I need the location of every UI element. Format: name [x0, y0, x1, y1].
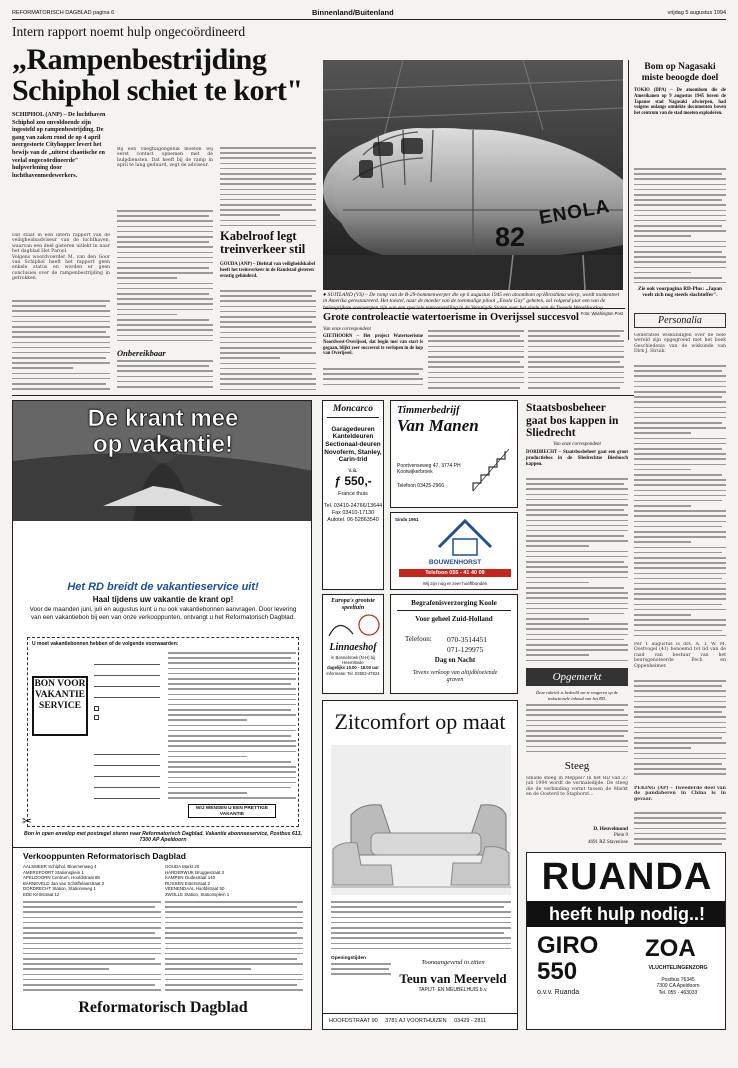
zitcomfort-advertisement — [322, 700, 518, 1030]
nagasaki-body — [634, 168, 726, 283]
timmerbedrijf-title: Timmerbedrijf — [397, 405, 460, 416]
fold-rule — [12, 395, 634, 396]
outlets-list-right — [165, 864, 303, 897]
moncarco-line-3: Sectionaal-deuren — [325, 440, 381, 448]
watertoerisme-body-1 — [323, 368, 423, 390]
sliedrecht-byline: Van onze correspondent — [553, 442, 601, 447]
outlet-item: BARNEVELD Jan van Schaffelaarstraat 2 — [23, 880, 105, 886]
plane-name-text: ENOLA — [537, 195, 612, 230]
moncarco-line-1: Garagedeuren — [331, 425, 375, 433]
lead-body-filler-1 — [12, 300, 110, 390]
bouwenhorst-advertisement — [390, 512, 518, 590]
lead-headline — [12, 44, 332, 106]
nagasaki-intro: TOKIO (DPA) – De atoombom die de Amerikanen op 9 augustus 1945 boven de Japanse stad Nagasaki afwierpen, had volgens onlangs ontdekte documenten boven het centrum van de stad moeten exploderen. — [634, 88, 726, 117]
moncarco-fax: Fax 03410-17130 — [331, 509, 375, 516]
zitcomfort-headline: Zitcomfort op maat — [334, 709, 506, 734]
peking-item: PEKING (AP) – Tweederde deel van de pandaberen in China is in gevaar. — [634, 786, 726, 802]
timmerbedrijf-phone: Telefoon 03425-2966 — [397, 483, 444, 489]
lead-body-filler-2 — [117, 210, 213, 345]
outlets-list-left-more — [23, 901, 161, 991]
personalia-body-2 — [634, 680, 726, 780]
outlet-item: DORDRECHT Station, Stationsweg 1 — [23, 886, 96, 891]
steeg-postcode: 4691 RZ Stavenisse — [588, 840, 628, 845]
form-field-name[interactable] — [94, 659, 160, 665]
photo-caption-text: SUITLAND (VS) – De romp van de B-29-bommenwerper die op 6 augustus 1945 een atoombom op Hiroshima wierp, wordt momenteel in Amerika gerestaureerd. Het toestel, naar de moeder van de toenmalige piloot „Enola Gay" geheten, zal volgend jaar een van de — [323, 292, 620, 305]
speeltuin-logo-icon — [323, 612, 383, 638]
form-field-place[interactable] — [94, 692, 160, 698]
coupon-conditions — [168, 652, 296, 822]
zitcomfort-address-bar — [323, 1013, 518, 1030]
lead-body-filler-4 — [220, 147, 316, 227]
speeltuin-advertisement — [322, 594, 384, 694]
plane-number-text: 82 — [495, 222, 526, 252]
form-field-vacation-country[interactable] — [94, 782, 160, 788]
form-field-address[interactable] — [94, 670, 160, 676]
peking-body — [634, 812, 726, 848]
outlet-item: HARDERWIJK Bruggestraat 3 — [165, 869, 224, 875]
masthead-date: vrijdag 5 augustus 1994 — [667, 10, 726, 16]
koole-phone-label: Telefoon: — [405, 635, 432, 643]
outlets-list-left — [23, 864, 161, 897]
steeg-signature: D. Heuvelmond — [593, 826, 628, 832]
zoa-postcode: 7300 CA Apeldoorn — [656, 983, 700, 990]
lead-intro: SCHIPHOL (ANP) – De luchthaven Schiphol zou onvoldoende zijn ingesteld op rampenbestrijding. De gang van zaken rond de op 4 april neergestorte Cityhopper levert het bewijs van de „uiterst chaotische en veelal ongecoördineerde" hulpverlening door luchthavenmedewerkers. — [12, 112, 106, 179]
coupon-form-fields — [94, 654, 162, 824]
form-field-vacation-street[interactable] — [94, 760, 160, 766]
vakantie-headline-2: op vakantie! — [92, 431, 234, 458]
opgemerkt-header — [526, 668, 628, 686]
zitcomfort-opening-hours — [331, 963, 391, 981]
koole-advertisement — [390, 594, 518, 694]
section-rule — [323, 308, 625, 309]
stairs-icon — [469, 443, 513, 495]
ruanda-giro: GIRO — [537, 932, 599, 959]
scissors-icon: ✂ — [22, 814, 33, 828]
moncarco-tel: Tel. 03410-24766/13644 — [323, 502, 383, 509]
bon-box — [32, 676, 88, 736]
sliedrecht-headline: Staatsbosbeheer gaat bos kappen in Sliedrecht — [526, 402, 619, 439]
koole-slogan: Tevens verkoop van altijdbloeiende graven — [412, 670, 498, 683]
section-title: Binnenland/Buitenland — [312, 8, 394, 17]
zoa-address — [635, 977, 721, 996]
outlet-item: AMERSFOORT Stationsplein 1 — [23, 869, 84, 875]
vakantie-address-line: Bon in open envelop met postzegel sturen naar Reformatorisch Dagblad, Vakantie abonneeservice, Postbus 613, 7300 AP Apeldoorn — [24, 831, 302, 844]
watertoerisme-body-2 — [428, 330, 524, 390]
outlets-list-right-more — [165, 901, 303, 991]
lead-headline-line1: „Rampenbestrijding — [12, 43, 267, 76]
speeltuin-info: Informatie: Tel. 02503-47624 — [326, 670, 380, 676]
zitcomfort-city: 3781 AJ VOORTHUIZEN — [385, 1018, 447, 1024]
zoa-postbus: Postbus 76345 — [661, 977, 695, 983]
vakantie-masthead: Reformatorisch Dagblad — [78, 999, 248, 1016]
zoa-tel: Tel. 055 - 463033 — [658, 989, 698, 996]
lead-body-2: Bij een vliegtuigongeluk moeten wij eerst contact opnemen met de hulpdiensten. Dat heeft bij de ramp in april te lang geduurd, zegt de adviseur. — [117, 147, 213, 169]
steeg-headline: Steeg — [564, 760, 590, 772]
bouwenhorst-name: BOUWENHORST — [428, 559, 482, 566]
timmerbedrijf-name: Van Manen — [397, 416, 479, 435]
opgemerkt-title: Opgemerkt — [552, 671, 602, 683]
outlet-item: RIJSSEN Enterstraat 2 — [165, 880, 210, 886]
steeg-signature-place: Plein 9 — [613, 833, 628, 838]
bouwenhorst-since: Sinds 1951 — [395, 517, 419, 522]
kabelroof-intro: GOUDA (ANP) – Diefstal van veiligheidskabel heeft het treinverkeer in de Randstad gisteren ernstig gehinderd. — [220, 262, 316, 279]
timmerbedrijf-address: Poortvenseweg 47, 3774 PH Kootwijkerbroek — [397, 463, 461, 476]
sliedrecht-intro: DORDRECHT – Staatsbosbeheer gaat een groot productiebos in de Sliedrechtse Biesbosch kappen. — [526, 450, 628, 467]
watertoerisme-body-3 — [528, 330, 624, 390]
form-field-date[interactable] — [94, 793, 160, 799]
nagasaki-crossref: Zie ook voorpagina RD-Plus: „Japan voelt zich nog steeds slachtoffer". — [638, 286, 722, 299]
speeltuin-hours: dagelijks 10.00 - 18.00 uur — [327, 665, 379, 671]
vakantie-coupon[interactable] — [22, 637, 299, 828]
form-checkbox-2[interactable] — [94, 715, 99, 720]
bullet-icon: ● — [323, 292, 328, 298]
zoa-logo: ZOA — [645, 935, 696, 962]
photo-credit: Foto: Washington Post — [580, 310, 623, 316]
conditions-text — [168, 652, 296, 802]
personalia-header — [634, 313, 726, 328]
zitcomfort-phone: 03429 - 2811 — [454, 1018, 487, 1024]
outlet-item: AALSMEER Schiphol, Bloemenweg 4 — [23, 864, 97, 869]
moncarco-line-4: Novoferm, Stanley, Carin-trid — [324, 448, 382, 464]
form-field-vacation-place[interactable] — [94, 771, 160, 777]
lead-body-filler-3 — [117, 360, 213, 390]
watertoerisme-intro: GIETHOORN – Het project Watertoerisme Noordwest-Overijssel, dat begin mei van start is gegaan, blijkt zeer succesvol te verlopen in de kop van Overijssel. — [323, 334, 423, 357]
moncarco-advertisement — [322, 400, 384, 590]
lead-body-paragraph-2: Volgens woordvoerder M. van den Goor van Schiphol heeft het rapport geen enkele status en worden er geen conclusies over de rampenbestrijding in getrokken. — [12, 254, 110, 282]
watertoerisme-headline: Grote controleactie watertoerisme in Overijssel succesvol — [323, 312, 579, 323]
vakantie-rule — [13, 847, 312, 848]
moncarco-vanaf: v.a. — [348, 467, 358, 474]
moncarco-line-2: Kanteldeuren — [332, 433, 374, 441]
opgemerkt-body-2 — [526, 704, 628, 754]
koole-availability: Dag en Nacht — [434, 656, 476, 664]
personalia-appointment: Per 1 augustus is drs. A. T. W. M. Oostvogel (41) benoemd tot lid van de raad van bestuur van het beursgenoteerde Pech en Oppenheimer. — [634, 642, 726, 669]
b29-photo-image — [323, 60, 623, 290]
opgemerkt-body: Deze rubriek is bedoeld om te reageren op de redactionele inhoud van het RD. — [536, 690, 618, 701]
watertoerisme-byline: Van onze correspondent — [323, 327, 371, 332]
outlet-item: GOUDA Markt 20 — [165, 864, 200, 869]
zitcomfort-tagline: Toonaangevend in zitten — [421, 959, 485, 966]
koole-phone-1: 070-3514451 — [447, 635, 487, 644]
form-checkbox-1[interactable] — [94, 706, 99, 711]
zitcomfort-brand-sub: TAPIJT- EN MEUBELHUIS b.v. — [418, 987, 488, 993]
lead-headline-line2: Schiphol schiet te kort" — [12, 74, 303, 107]
vakantie-subtagline: Haal tijdens uw vakantie de krant op! — [92, 595, 234, 604]
koole-region: Voor geheel Zuid-Holland — [415, 614, 493, 623]
ruanda-org: o.v.v. Ruanda — [537, 989, 580, 996]
personalia-body — [634, 365, 726, 640]
coupon-title: U moet vakantiebonnen hebben of de volgende voorwaarden: — [32, 641, 179, 647]
personalia-intro: Generaties wiskundigen over de hele wereld zijn opgegroeid met het boek Geschiedenis van de wiskunde van Dirk J. Struik. — [634, 333, 726, 355]
ruanda-subtitle: heeft hulp nodig..! — [527, 901, 726, 927]
outlets-title: Verkooppunten Reformatorisch Dagblad — [23, 851, 186, 861]
b29-photo — [323, 60, 623, 290]
vakantie-body: Voor de maanden juni, juli en augustus kunt u nu ook vakantiebonnen aanvragen. Door levering van een vakantiebon bij een van onze verkooppunten, ontvangt u het Reformatorisch Dagblad. — [29, 606, 297, 621]
outlet-item: ZWOLLE Station, Stationsplein 1 — [165, 891, 230, 897]
masthead — [12, 8, 726, 18]
speeltuin-brand: Linnaeshof — [329, 642, 377, 653]
vakantie-headline-1: De krant mee — [87, 405, 239, 432]
lead-kicker: Intern rapport noemt hulp ongecoördineerd — [12, 24, 246, 39]
steeg-body: Smalle steeg in Meppel? In het RD van 27 juli 1994 wordt de vermaledijde. De steeg die de verbinding vormt tussen de Markt en de Oosterd te Staphorst... — [526, 776, 628, 798]
personalia-label: Personalia — [658, 315, 702, 326]
sofa-photo — [331, 745, 511, 895]
moncarco-price: ƒ 550,- — [334, 473, 372, 488]
zitcomfort-opening: Openingstijden — [331, 956, 366, 961]
moncarco-autotel: Autotel. 06-52863540 — [327, 516, 379, 523]
nagasaki-headline: Bom op Nagasaki miste beoogde doel — [641, 62, 719, 83]
masthead-left: REFORMATORISCH DAGBLAD pagina 6 — [12, 10, 115, 16]
bouwenhorst-slogan: Wij zijn nog er zeer hoeftbonden — [422, 581, 488, 586]
zitcomfort-brand: Teun van Meerveld — [399, 971, 507, 986]
moncarco-brand: Moncarco — [332, 404, 374, 414]
timmerbedrijf-advertisement — [390, 400, 518, 508]
outlet-item: APELDOORN Centrum, Hoofdstraat 88 — [23, 875, 100, 880]
form-field-postcode[interactable] — [94, 681, 160, 687]
koole-title: Begrafenisverzorging Koole — [411, 599, 497, 607]
zitcomfort-address: HOOFDSTRAAT 90 — [329, 1018, 378, 1024]
kabelroof-headline: Kabelroof legt treinverkeer stil — [220, 229, 306, 256]
masthead-rule — [12, 19, 726, 20]
sliedrecht-body — [526, 478, 628, 663]
house-roof-icon — [435, 517, 495, 559]
moncarco-france: France thuis — [338, 490, 368, 497]
ruanda-advertisement — [526, 852, 726, 1030]
coupon-cta: WIJ WENSEN U EEN PRETTIGE VAKANTIE — [188, 804, 276, 818]
ruanda-giro-number: 550 — [537, 958, 578, 985]
vakantie-tagline: Het RD breidt de vakantieservice uit! — [67, 581, 259, 593]
speeltuin-title: Europa's grootste speeltuin — [331, 598, 375, 611]
ruanda-title: RUANDA — [541, 856, 713, 898]
column-rule — [628, 60, 629, 340]
kabelroof-body — [220, 290, 316, 390]
outlet-item: EDE Kerkstraat 12 — [23, 891, 60, 897]
koole-phone-2: 071-129975 — [447, 645, 484, 654]
outlet-item: KAMPEN Oudestraat 140 — [165, 875, 216, 880]
speeltuin-address: in Bennebroek (N-H) bij Heemstede — [331, 655, 375, 666]
outlet-item: VEENENDAAL Hoofdstraat 50 — [165, 886, 225, 891]
bon-title: BON VOOR VAKANTIE SERVICE — [34, 679, 86, 711]
form-field-vacation-address[interactable] — [94, 749, 160, 755]
lead-body-paragraph-1: Dat staat in een intern rapport van de veiligheidsadviseur van de luchthaven, waarvan een deel gisteren uitlekt in naar het dagblad Het Parool. — [12, 233, 110, 255]
bouwenhorst-phone: Telefoon 055 - 41 40 09 — [399, 569, 511, 577]
vakantie-advertisement — [12, 400, 312, 1030]
zitcomfort-body — [331, 901, 511, 951]
lead-subhead-onbereikbaar: Onbereikbaar — [117, 348, 166, 358]
zoa-subtitle: VLUCHTELINGENZORG — [648, 965, 708, 971]
